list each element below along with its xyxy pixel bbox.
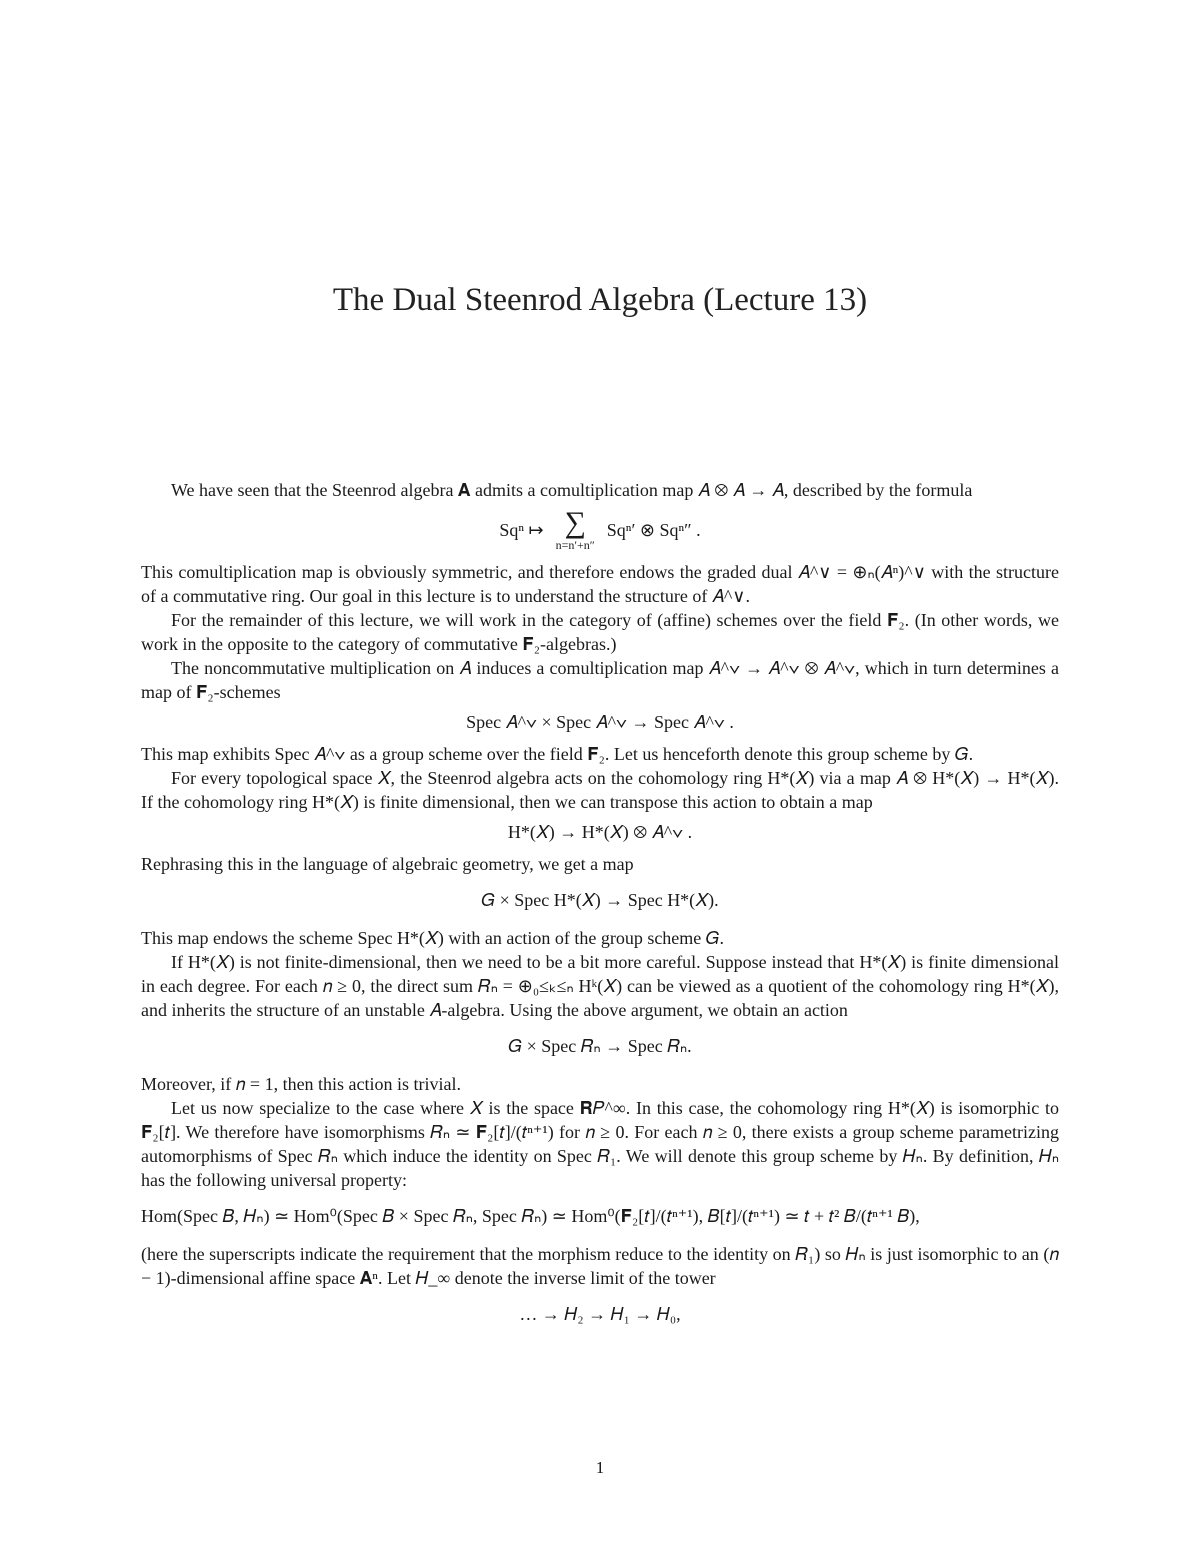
equation-action: 𝐺 × Spec H*(𝑋) → Spec H*(𝑋). (481, 890, 719, 910)
equation-tower: … → 𝐻₂ → 𝐻₁ → 𝐻₀, (519, 1304, 681, 1324)
equation-universal-property: Hom(Spec 𝐵, 𝐻ₙ) ≃ Hom⁰(Spec 𝐵 × Spec 𝑅ₙ, Spec 𝑅ₙ) ≃ Hom⁰(𝐅₂[𝑡]/(𝑡ⁿ⁺¹), 𝐵[𝑡]/(𝑡ⁿ⁺¹) ≃ 𝑡 + 𝑡² 𝐵/(𝑡ⁿ⁺¹ 𝐵), (141, 1206, 920, 1226)
document-body (141, 478, 1059, 1340)
paragraph-11: Let us now specialize to the case where 𝑋 is the space 𝐑𝑃^∞. In this case, the cohomology ring H*(𝑋) is isomorphic to 𝐅₂[𝑡]. We therefore have isomorphisms 𝑅ₙ ≃ 𝐅₂[𝑡]/(𝑡ⁿ⁺¹) for 𝑛 ≥ 0. For each 𝑛 ≥ 0, there exists a group scheme parametrizing automorphisms of Spec 𝑅ₙ which induce the identity on Spec 𝑅₁. We will denote this group scheme by 𝐻ₙ. By definition, 𝐻ₙ has the following universal property: (141, 1098, 1059, 1190)
summation-symbol: ∑ n=n′+n″ (555, 506, 595, 552)
page-number: 1 (595, 1458, 605, 1477)
paragraph-3: For the remainder of this lecture, we will work in the category of (affine) schemes over the field 𝐅₂. (In other words, we work in the opposite to the category of commutative 𝐅₂-algebras.) (141, 610, 1059, 654)
paragraph-1: We have seen that the Steenrod algebra 𝐀 admits a comultiplication map 𝐴 ⊗ 𝐴 → 𝐴, described by the formula (171, 480, 973, 500)
paragraph-10: Moreover, if 𝑛 = 1, then this action is trivial. (141, 1074, 462, 1094)
paragraph-12: (here the superscripts indicate the requirement that the morphism reduce to the identity on 𝑅₁) so 𝐻ₙ is just isomorphic to an (𝑛 − 1)-dimensional affine space 𝐀ⁿ. Let 𝐻_∞ denote the inverse limit of the tower (141, 1244, 1059, 1288)
document-title: The Dual Steenrod Algebra (Lecture 13) (332, 282, 868, 318)
paragraph-6: For every topological space 𝑋, the Steenrod algebra acts on the cohomology ring H*(𝑋) via a map 𝐴 ⊗ H*(𝑋) → H*(𝑋). If the cohomology ring H*(𝑋) is finite dimensional, then we can transpose this action to obtain a map (141, 768, 1059, 812)
equation-comultiplication (141, 508, 1059, 552)
summation-index: n=n′+n″ (555, 538, 595, 552)
paragraph-7: Rephrasing this in the language of algebraic geometry, we get a map (141, 854, 634, 874)
equation-coaction: H*(𝑋) → H*(𝑋) ⊗ 𝐴^∨ . (507, 822, 693, 842)
paragraph-2: This comultiplication map is obviously symmetric, and therefore endows the graded dual 𝐴^∨ = ⊕ₙ(𝐴ⁿ)^∨ with the structure of a commutative ring. Our goal in this lecture is to understand the structure of 𝐴^∨. (141, 562, 1059, 606)
paragraph-4: The noncommutative multiplication on 𝐴 induces a comultiplication map 𝐴^∨ → 𝐴^∨ ⊗ 𝐴^∨, which in turn determines a map of 𝐅₂-schemes (141, 658, 1059, 702)
paragraph-9: If H*(𝑋) is not finite-dimensional, then we need to be a bit more careful. Suppose instead that H*(𝑋) is finite dimensional in each degree. For each 𝑛 ≥ 0, the direct sum 𝑅ₙ = ⊕₀≤ₖ≤ₙ Hᵏ(𝑋) can be viewed as a quotient of the cohomology ring H*(𝑋), and inherits the structure of an unstable 𝐴-algebra. Using the above argument, we obtain an action (141, 952, 1059, 1020)
equation-rhs: Sqⁿ′ ⊗ Sqⁿ″ . (606, 520, 701, 540)
paragraph-8: This map endows the scheme Spec H*(𝑋) with an action of the group scheme 𝐺. (141, 928, 725, 948)
equation-group-multiplication: Spec 𝐴^∨ × Spec 𝐴^∨ → Spec 𝐴^∨ . (466, 712, 734, 732)
equation-lhs: Sqⁿ ↦ (499, 520, 544, 540)
equation-action-rn: 𝐺 × Spec 𝑅ₙ → Spec 𝑅ₙ. (508, 1036, 692, 1056)
paragraph-5: This map exhibits Spec 𝐴^∨ as a group scheme over the field 𝐅₂. Let us henceforth denote this group scheme by 𝐺. (141, 744, 974, 764)
